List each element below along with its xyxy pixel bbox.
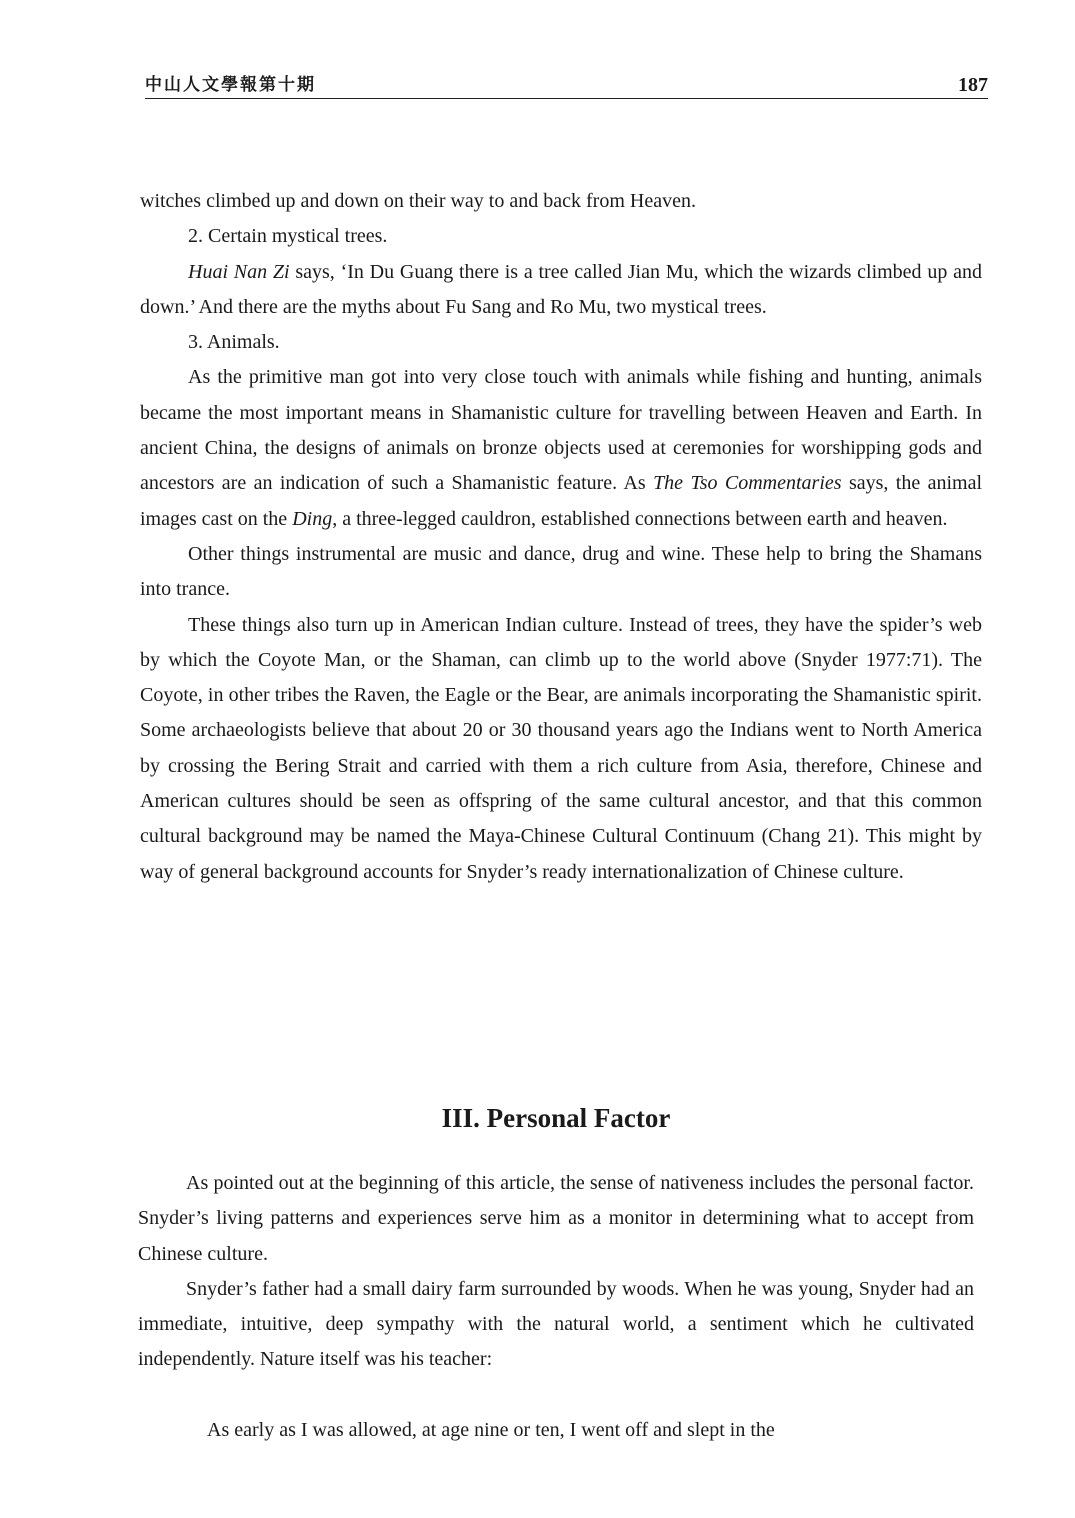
paragraph: witches climbed up and down on their way to and back from Heaven. <box>140 190 696 212</box>
paragraph-text: As the primitive man got into very close touch with animals while fishing and hunting, animals became the most important means in Shamanistic culture for travelling between Heaven and Earth. In ancient China, the designs of animals on bronze objects used at ceremonies for worshipping gods and ancestors are an indication of such a Shamanistic feature. As <box>140 366 982 495</box>
paragraph-text: says, the animal images cast on the <box>140 472 982 530</box>
paragraph <box>140 360 982 536</box>
paragraph: Other things instrumental are music and dance, drug and wine. These help to bring the Shamans into trance. <box>140 542 982 601</box>
book-title: Huai Nan Zi <box>188 260 290 283</box>
paragraph <box>140 255 982 326</box>
journal-title: 中山人文學報第十期 <box>145 75 316 95</box>
term: Ding <box>292 507 333 530</box>
list-item-animals: 3. Animals. <box>188 331 280 354</box>
paragraph-text: says, ‘In Du Guang there is a tree called Jian Mu, which the wizards climbed up and down.’ And there are the myths about Fu Sang and Ro Mu, two mystical trees. <box>140 260 982 318</box>
paragraph: As pointed out at the beginning of this article, the sense of nativeness includes the personal factor. Snyder’s living patterns and experiences serve him as a monitor in determining what to accept from Chinese culture. <box>138 1172 974 1265</box>
list-item-trees: 2. Certain mystical trees. <box>188 225 388 248</box>
body-text <box>140 184 982 890</box>
page-number: 187 <box>958 74 988 96</box>
book-title: The Tso Commentaries <box>653 472 842 495</box>
paragraph: These things also turn up in American Indian culture. Instead of trees, they have the spider’s web by which the Coyote Man, or the Shaman, can climb up to the world above (Snyder 1977:71). The Coyote, in other tribes the Raven, the Eagle or the Bear, are animals incorporating the Shamanistic spirit. Some archaeologists believe that about 20 or 30 thousand years ago the Indians went to North America by crossing the Bering Strait and carried with them a rich culture from Asia, therefore, Chinese and American cultures should be seen as offspring of the same cultural ancestor, and that this common cultural background may be named the Maya-Chinese Cultural Continuum (Chang 21). This might by way of general background accounts for Snyder’s ready internationalization of Chinese culture. <box>140 613 982 883</box>
section-heading: III. Personal Factor <box>441 1103 671 1133</box>
block-quote: As early as I was allowed, at age nine or ten, I went off and slept in the <box>207 1419 775 1441</box>
paragraph: Snyder’s father had a small dairy farm surrounded by woods. When he was young, Snyder had an immediate, intuitive, deep sympathy with the natural world, a sentiment which he cultivated independently. Nature itself was his teacher: <box>138 1277 974 1371</box>
paragraph-text: , a three-legged cauldron, established connections between earth and heaven. <box>332 507 948 530</box>
section-text <box>138 1166 974 1378</box>
running-header <box>145 70 988 99</box>
